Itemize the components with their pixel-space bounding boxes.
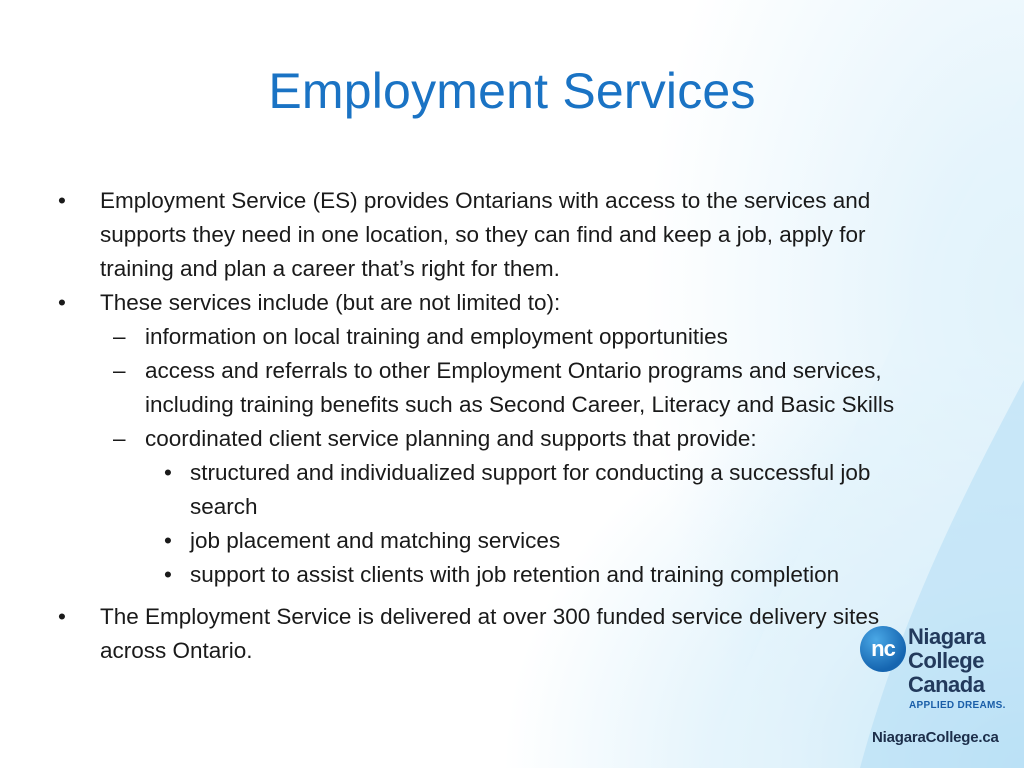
bullet-3-line-1: The Employment Service is delivered at over 300 funded service delivery sites (100, 604, 880, 629)
dash-marker: – (113, 426, 126, 451)
bullet-1-line-2: supports they need in one location, so they can find and keep a job, apply for (100, 222, 866, 247)
bullet-marker: • (164, 460, 172, 485)
bullet-marker: • (58, 290, 66, 315)
logo-word-college: College (908, 648, 984, 673)
dash-marker: – (113, 358, 126, 383)
bullet-1-line-3: training and plan a career that’s right for them. (100, 256, 560, 281)
logo-tagline: APPLIED DREAMS. (909, 700, 1006, 711)
sub-bullet-2-line-2: including training benefits such as Second Career, Literacy and Basic Skills (145, 392, 895, 417)
bullet-3-line-2: across Ontario. (100, 638, 253, 663)
third-bullet-1-line-1: structured and individualized support for conducting a successful job (190, 460, 871, 485)
sub-bullet-2-line-1: access and referrals to other Employment Ontario programs and services, (145, 358, 882, 383)
slide-title: Employment Services (268, 63, 756, 119)
bullet-marker: • (58, 604, 66, 629)
dash-marker: – (113, 324, 126, 349)
bullet-1-line-1: Employment Service (ES) provides Ontarians with access to the services and (100, 188, 871, 213)
sub-bullet-3: coordinated client service planning and supports that provide: (145, 426, 757, 451)
logo-word-canada: Canada (908, 672, 985, 697)
sub-bullet-1: information on local training and employment opportunities (145, 324, 728, 349)
third-bullet-2: job placement and matching services (190, 528, 561, 553)
nc-logo-mark: nc (860, 626, 906, 672)
bullet-2: These services include (but are not limited to): (100, 290, 561, 315)
logo-word-niagara: Niagara (908, 624, 986, 649)
bullet-marker: • (164, 528, 172, 553)
website-url: NiagaraCollege.ca (872, 729, 999, 746)
niagara-college-logo (858, 626, 1008, 722)
third-bullet-3: support to assist clients with job retention and training completion (190, 562, 840, 587)
bullet-marker: • (58, 188, 66, 213)
bullet-marker: • (164, 562, 172, 587)
third-bullet-1-line-2: search (190, 494, 258, 519)
